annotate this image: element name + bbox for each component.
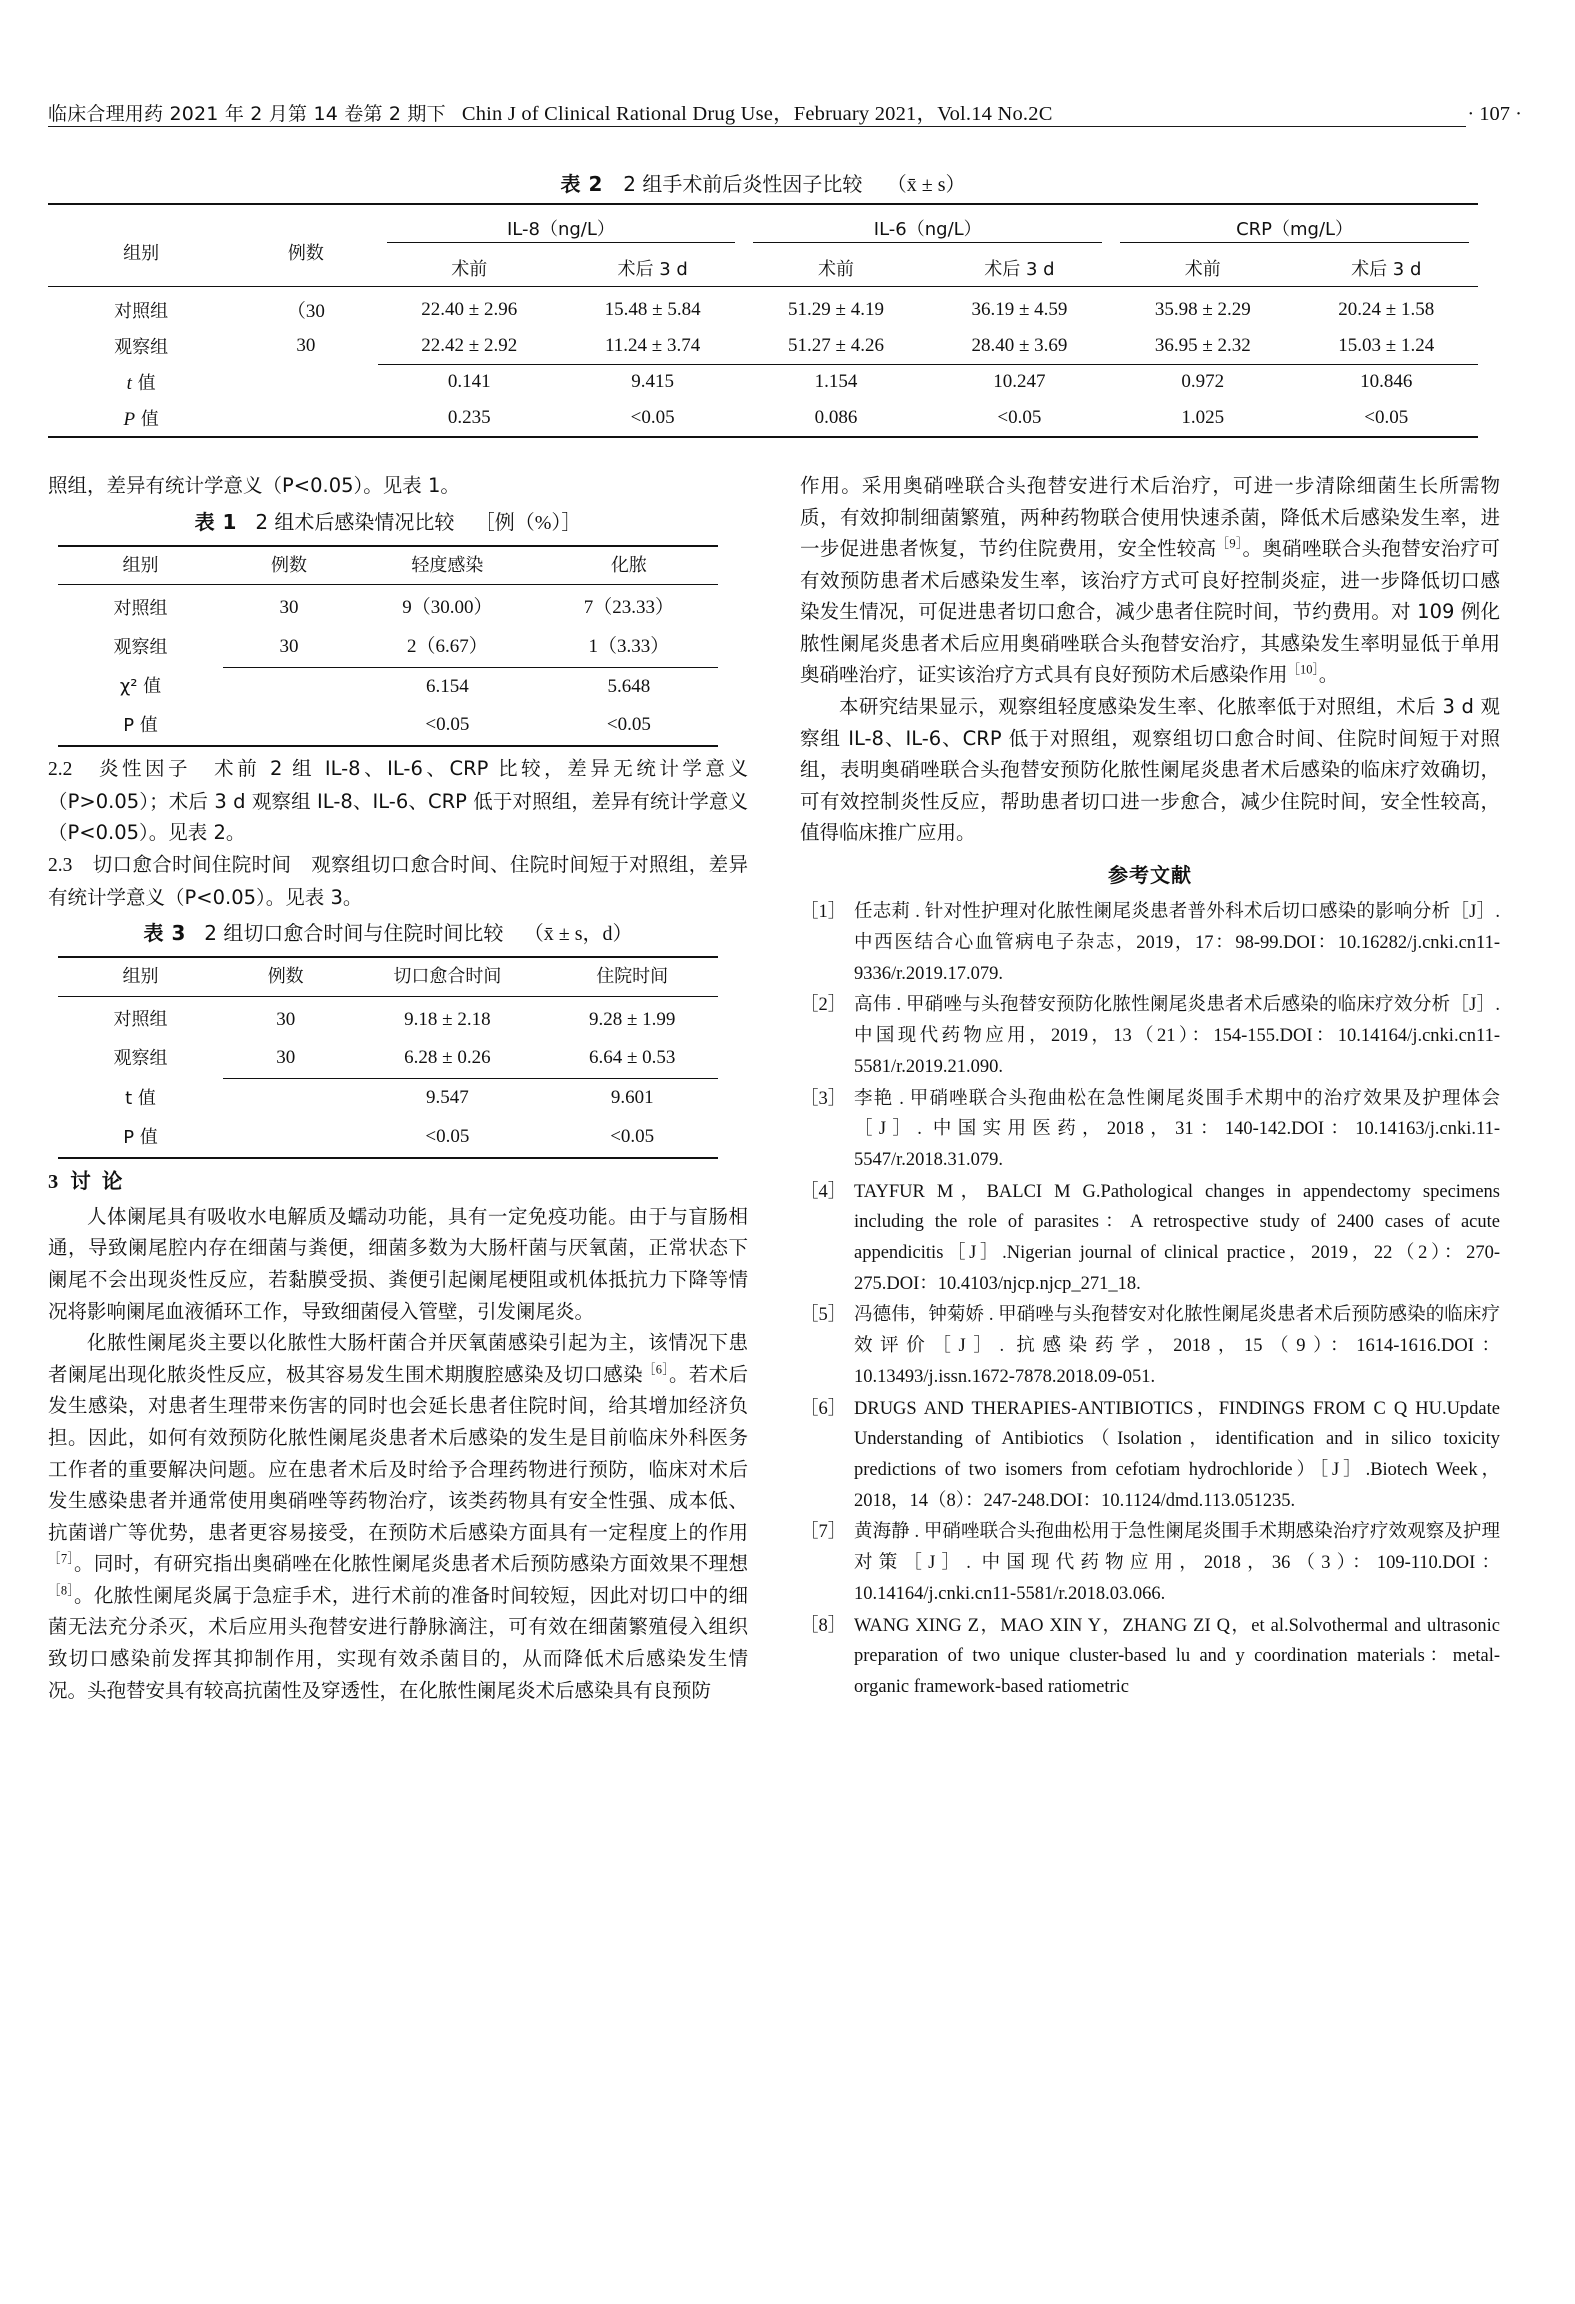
reference-1-text: 任志莉 . 针对性护理对化脓性阑尾炎患者普外科术后切口感染的影响分析［J］. 中西医结合心血管病电子杂志，2019，17：98-99.DOI：10.16282/j.cnki.cn11-9336/r.2019.17.079. — [854, 902, 1500, 984]
table-2-group-crp-label: CRP（mg/L） — [1236, 219, 1354, 240]
table-2-stat-1-cell-3: <0.05 — [997, 407, 1042, 428]
table-3 — [58, 956, 718, 1158]
table-2-stat-0-cell-1: 9.415 — [561, 364, 744, 400]
reference-8-number: ［8］ — [800, 1615, 847, 1636]
table-2-stat-1-word: 值 — [135, 409, 159, 430]
discussion-p2-part-d: 。化脓性阑尾炎属于急症手术，进行术前的准备时间较短，因此对切口中的细菌无法充分杀灭，术后应用头孢替安进行静脉滴注，可有效在细菌繁殖侵入组织致切口感染前发挥其抑制作用，实现有效杀菌目的，从而降低术后感染发生情况。头孢替安具有较高抗菌性及穿透性，在化脓性阑尾炎术后感染具有良预防 — [48, 1583, 748, 1702]
table-1-row-1-label: 观察组 — [113, 636, 168, 658]
reference-2-number: ［2］ — [800, 995, 847, 1016]
table-2-row-0-cell-1: 15.48 ± 5.84 — [604, 298, 701, 320]
table-2-stat-0-cell-4: 0.972 — [1111, 364, 1294, 400]
table-2-row-0-cell-0: 22.40 ± 2.96 — [421, 298, 518, 320]
list-item — [800, 1611, 1500, 1703]
table-2-group-il8-label: IL-8（ng/L） — [506, 219, 615, 240]
table-2-row-0-label: 对照组 — [114, 300, 169, 322]
table-1-row-1-cell-0: 30 — [279, 635, 299, 657]
section-2-3-paragraph — [48, 849, 748, 913]
table-2-stat-1-cell-1: <0.05 — [630, 407, 675, 428]
discussion-p2-part-c: 。同时，有研究指出奥硝唑在化脓性阑尾炎患者术后预防感染方面效果不理想 — [74, 1552, 748, 1576]
table-2-row-1-cell-1: 11.24 ± 3.74 — [605, 334, 701, 356]
table-row — [58, 667, 718, 706]
table-1-row-0-cell-0: 30 — [279, 597, 299, 619]
table-1-stat-1-label: P 值 — [123, 715, 158, 737]
running-head-rule — [48, 126, 1466, 127]
citation-9: ［9］ — [1216, 536, 1243, 551]
table-3-stat-1-cell-0 — [223, 1118, 348, 1158]
table-2-row-1-cell-0: 22.42 ± 2.92 — [421, 334, 518, 356]
discussion-p2-part-b: 。若术后发生感染，对患者生理带来伤害的同时也会延长患者住院时间，给其增加经济负担。因此，如何有效预防化脓性阑尾炎患者术后感染的发生是目前临床外科医务工作者的重要解决问题。应在患者术后及时给予合理药物进行预防，临床对术后发生感染患者并通常使用奥硝唑等药物治疗，该类药物具有安全性强、成本低、抗菌谱广等优势，患者更容易接受，在预防术后感染方面具有一定程度上的作用 — [48, 1362, 748, 1544]
reference-7-number: ［7］ — [800, 1522, 847, 1543]
reference-1-number: ［1］ — [800, 902, 847, 923]
section-2-3-title: 切口愈合时间住院时间 — [92, 852, 292, 876]
references-list — [800, 897, 1500, 1702]
table-3-row-1-cell-1: 6.28 ± 0.26 — [404, 1047, 491, 1069]
table-3-row-1-cell-0: 30 — [276, 1047, 296, 1069]
table-2-sub-il6-pre: 术前 — [818, 259, 855, 280]
running-head-en: Chin J of Clinical Rational Drug Use，February 2021，Vol.14 No.2C — [461, 103, 1053, 125]
table-1-caption — [58, 506, 718, 539]
section-2-2-paragraph — [48, 753, 748, 849]
reference-6-text: DRUGS AND THERAPIES-ANTIBIOTICS，FINDINGS FROM C Q HU.Update Understanding of Antibiotics（Isolation，identification and in silico toxicity predictions of two isomers from cefotiam hydrochloride）［J］.Biotech Week，2018，14（8）：247-248.DOI：10.1124/dmd.113.051235. — [854, 1398, 1500, 1511]
table-2-header-row-1 — [48, 204, 1478, 250]
reference-6-number: ［6］ — [800, 1398, 847, 1419]
table-2 — [48, 203, 1478, 438]
discussion-p2-part-a: 化脓性阑尾炎主要以化脓性大肠杆菌合并厌氧菌感染引起为主，该情况下患者阑尾出现化脓炎性反应，极其容易发生围术期腹腔感染及切口感染 — [48, 1331, 748, 1386]
reference-4-number: ［4］ — [800, 1181, 847, 1202]
table-1-header-0: 组别 — [122, 554, 159, 576]
list-item — [800, 1517, 1500, 1609]
table-1-stat-0-label: χ² 值 — [119, 676, 162, 698]
table-2-stat-1-symbol: P — [123, 409, 136, 430]
table-3-header-2: 切口愈合时间 — [393, 966, 502, 988]
table-row — [48, 364, 1478, 400]
section-2-2-title: 炎性因子 — [98, 757, 192, 781]
table-3-stat-1-label: P 值 — [123, 1126, 158, 1148]
table-2-caption — [48, 168, 1478, 197]
table-1-row-1-cell-1: 2（6.67） — [407, 635, 488, 657]
table-2-stat-0-cell-5: 10.846 — [1295, 364, 1479, 400]
table-1-block — [58, 506, 718, 748]
right-p1-part-a: 作用。采用奥硝唑联合头孢替安进行术后治疗，可进一步清除细菌生长所需物质，有效抑制细菌繁殖，两种药物联合使用快速杀菌，降低术后感染发生率，进一步促进患者恢复，节约住院费用，安全性较高 — [800, 474, 1500, 561]
table-3-row-1-cell-2: 6.64 ± 0.53 — [588, 1047, 676, 1069]
table-3-number: 表 3 — [143, 921, 186, 946]
table-row — [58, 1039, 718, 1078]
page-number: · 107 · — [1467, 103, 1522, 125]
running-head-cn: 临床合理用药 2021 年 2 月第 14 卷第 2 期下 — [48, 103, 446, 125]
table-1-header-3: 化脓 — [610, 554, 647, 576]
table-3-header-0: 组别 — [122, 966, 159, 988]
section-3-number: 3 — [48, 1170, 61, 1193]
running-head-text — [48, 96, 1053, 126]
references-heading: 参考文献 — [1108, 862, 1192, 887]
left-column — [48, 470, 748, 1706]
table-1-stat-0-cell-1: 6.154 — [355, 667, 540, 706]
table-row — [58, 706, 718, 746]
table-1-stat-1-cell-0 — [223, 706, 355, 746]
table-1-row-0-label: 对照组 — [113, 597, 168, 619]
table-2-group-crp — [1111, 204, 1478, 250]
table-2-stat-0-n — [234, 364, 377, 400]
table-2-col-n: 例数 — [287, 243, 324, 264]
citation-7: ［7］ — [48, 1551, 74, 1566]
right-p1-part-b: 。奥硝唑联合头孢替安治疗可有效预防患者术后感染发生率，该治疗方式可良好控制炎症，进一步降低切口感染发生情况，可促进患者切口愈合，减少患者住院时间，节约费用。对 109 例化脓性阑尾炎患者术后应用奥硝唑联合头孢替安治疗，其感染发生率明显低于单用奥硝唑治疗，证实该治疗方式具有良好预防术后感染作用 — [800, 537, 1500, 687]
list-item — [800, 1177, 1500, 1300]
table-2-stat-0-cell-3: 10.247 — [928, 364, 1111, 400]
table-2-row-1-cell-2: 51.27 ± 4.26 — [788, 334, 884, 356]
table-3-header-3: 住院时间 — [596, 966, 669, 988]
table-2-stat-1-label — [48, 400, 234, 437]
right-p1-part-c: 。 — [1318, 663, 1339, 687]
conclusion-paragraph: 本研究结果显示，观察组轻度感染发生率、化脓率低于对照组，术后 3 d 观察组 IL-8、IL-6、CRP 低于对照组，观察组切口愈合时间、住院时间短于对照组，表明奥硝唑联合头孢替安预防化脓性阑尾炎患者术后感染的临床疗效确切，可有效控制炎性反应，帮助患者切口进一步愈合，减少住院时间，安全性较高，值得临床推广应用。 — [800, 695, 1500, 845]
discussion-paragraph-3 — [800, 470, 1500, 691]
list-item — [800, 1394, 1500, 1517]
list-item — [800, 990, 1500, 1082]
table-2-group-il8 — [378, 204, 745, 250]
table-1-header-2: 轻度感染 — [411, 554, 484, 576]
table-2-group-il6 — [744, 204, 1111, 250]
reference-3-text: 李艳 . 甲硝唑联合头孢曲松在急性阑尾炎围手术期中的治疗效果及护理体会［J］. 中国实用医药，2018，31：140-142.DOI：10.14163/j.cnki.11-5547/r.2018.31.079. — [854, 1088, 1500, 1170]
table-3-header-row — [58, 957, 718, 996]
table-3-stat-1-cell-1: <0.05 — [425, 1125, 470, 1147]
table-2-stat-0-cell-0: 0.141 — [378, 364, 561, 400]
table-1 — [58, 545, 718, 747]
discussion-paragraph-1: 人体阑尾具有吸收水电解质及蠕动功能，具有一定免疫功能。由于与盲肠相通，导致阑尾腔内存在细菌与粪便，细菌多数为大肠杆菌与厌氧菌，正常状态下阑尾不会出现炎性反应，若黏膜受损、粪便引起阑尾梗阻或机体抵抗力下降等情况将影响阑尾血液循环工作，导致细菌侵入管壁，引发阑尾炎。 — [48, 1204, 748, 1323]
table-2-group-il6-label: IL-6（ng/L） — [873, 219, 982, 240]
table-2-group-crp-rule — [1120, 242, 1469, 243]
table-2-sub-il8-post: 术后 3 d — [617, 259, 688, 280]
table-1-number: 表 1 — [194, 509, 237, 534]
reference-5-text: 冯德伟，钟菊娇 . 甲硝唑与头孢替安对化脓性阑尾炎患者术后预防感染的临床疗效评价［J］. 抗感染药学，2018，15（9）：1614-1616.DOI：10.13493/j.issn.1672-7878.2018.09-051. — [854, 1305, 1500, 1387]
reference-5-number: ［5］ — [800, 1305, 847, 1326]
table-1-stat-1-cell-2: <0.05 — [606, 714, 651, 736]
table-1-row-1-cell-2: 1（3.33） — [588, 635, 670, 657]
table-2-stat-1-cell-4: 1.025 — [1181, 407, 1225, 428]
table-2-row-1-cell-4: 36.95 ± 2.32 — [1154, 334, 1251, 356]
table-2-group-il6-rule — [753, 242, 1102, 243]
table-2-stat-0-symbol: t — [126, 373, 132, 394]
table-2-row-0-n: （30 — [286, 301, 325, 322]
table-3-row-0-label: 对照组 — [113, 1009, 168, 1031]
section-3-title: 讨 论 — [70, 1168, 125, 1193]
table-2-row-1-label: 观察组 — [114, 337, 169, 358]
table-2-stat-0-word: 值 — [131, 373, 156, 394]
table-3-stat-0-cell-2: 9.601 — [546, 1079, 718, 1118]
reference-7-text: 黄海静 . 甲硝唑联合头孢曲松用于急性阑尾炎围手术期感染治疗疗效观察及护理对策［J］. 中国现代药物应用，2018，36（3）：109-110.DOI：10.14164/j.cnki.cn11-5581/r.2018.03.066. — [854, 1522, 1500, 1604]
table-3-row-1-label: 观察组 — [113, 1048, 168, 1070]
table-row — [48, 287, 1478, 329]
reference-2-text: 高伟 . 甲硝唑与头孢替安预防化脓性阑尾炎患者术后感染的临床疗效分析［J］. 中国现代药物应用，2019，13（21）：154-155.DOI：10.14164/j.cnki.cn11-5581/r.2019.21.090. — [854, 995, 1500, 1077]
discussion-paragraph-2 — [48, 1327, 748, 1706]
table-3-block — [58, 917, 718, 1159]
section-3-heading — [48, 1165, 748, 1199]
table-2-row-0-cell-3: 36.19 ± 4.59 — [971, 298, 1068, 320]
table-3-stat-0-label: t 值 — [125, 1087, 156, 1109]
table-row — [58, 585, 718, 628]
table-3-stat-0-cell-0 — [223, 1079, 348, 1118]
table-3-caption — [58, 917, 718, 950]
table-3-row-0-cell-2: 9.28 ± 1.99 — [588, 1008, 676, 1030]
section-2-2-body: 术前 2 组 IL-8、IL-6、CRP 比较，差异无统计学意义（P>0.05）；术后 3 d 观察组 IL-8、IL-6、CRP 低于对照组，差异有统计学意义（P<0.05）。见表 2。 — [48, 757, 748, 845]
citation-10: ［10］ — [1287, 662, 1319, 677]
list-item — [800, 1084, 1500, 1176]
citation-8: ［8］ — [48, 1583, 74, 1598]
section-2-3-number: 2.3 — [48, 854, 73, 876]
list-item — [800, 897, 1500, 989]
table-1-row-0-cell-1: 9（30.00） — [402, 597, 493, 619]
table-1-stat-0-cell-2: 5.648 — [540, 667, 718, 706]
table-row — [58, 1118, 718, 1158]
table-2-sub-crp-pre: 术前 — [1184, 259, 1221, 280]
table-row — [48, 328, 1478, 364]
table-2-col-group: 组别 — [123, 243, 160, 264]
citation-6: ［6］ — [642, 1362, 669, 1377]
section-2-3-body: 观察组切口愈合时间、住院时间短于对照组，差异有统计学意义（P<0.05）。见表 3。 — [48, 852, 748, 909]
running-head — [48, 96, 1528, 126]
table-2-block — [48, 168, 1478, 438]
table-3-stat-1-cell-2: <0.05 — [610, 1125, 655, 1147]
table-row — [58, 1079, 718, 1118]
table-2-row-1-cell-5: 15.03 ± 1.24 — [1338, 334, 1435, 356]
reference-3-number: ［3］ — [800, 1088, 847, 1109]
table-2-row-1-cell-3: 28.40 ± 3.69 — [971, 334, 1068, 356]
left-continuation-paragraph: 照组，差异有统计学意义（P<0.05）。见表 1。 — [48, 474, 460, 497]
table-3-caption-text: 2 组切口愈合时间与住院时间比较 — [204, 921, 504, 946]
table-2-stat-0-label — [48, 364, 234, 400]
table-2-sub-il6-post: 术后 3 d — [984, 259, 1055, 280]
table-2-sub-crp-post: 术后 3 d — [1351, 259, 1422, 280]
table-row — [58, 996, 718, 1039]
table-3-caption-unit: （x̄ ± s，d） — [523, 923, 633, 946]
table-2-caption-text: 2 组手术前后炎性因子比较 — [623, 172, 863, 196]
table-1-row-0-cell-2: 7（23.33） — [583, 597, 675, 619]
table-1-caption-text: 2 组术后感染情况比较 — [255, 509, 455, 534]
table-2-row-1-n: 30 — [296, 335, 316, 356]
table-2-number: 表 2 — [560, 172, 603, 196]
table-2-row-0-cell-5: 20.24 ± 1.58 — [1338, 298, 1435, 320]
table-2-stat-1-cell-5: <0.05 — [1364, 407, 1409, 428]
right-column — [800, 470, 1500, 1704]
reference-8-text: WANG XING Z，MAO XIN Y，ZHANG ZI Q，et al.Solvothermal and ultrasonic preparation of two unique cluster-based lu and y coordination materials：metal-organic framework-based ratiometric — [854, 1615, 1500, 1697]
table-2-row-0-cell-4: 35.98 ± 2.29 — [1154, 298, 1251, 320]
table-row — [48, 400, 1478, 437]
table-1-stat-0-cell-0 — [223, 667, 355, 706]
table-1-header-1: 例数 — [271, 554, 307, 576]
table-1-header-row — [58, 546, 718, 585]
table-3-header-1: 例数 — [267, 966, 304, 988]
table-3-row-0-cell-1: 9.18 ± 2.18 — [404, 1008, 491, 1030]
table-row — [58, 628, 718, 667]
reference-4-text: TAYFUR M，BALCI M G.Pathological changes in appendectomy specimens including the role of parasites：A retrospective study of 2400 cases of acute appendicitis［J］.Nigerian journal of clinical practice，2019，22（2）：270-275.DOI：10.4103/njcp.njcp_271_18. — [854, 1181, 1500, 1294]
table-2-stat-0-cell-2: 1.154 — [744, 364, 927, 400]
table-2-caption-unit: （x̄ ± s） — [886, 174, 966, 196]
table-2-group-il8-rule — [387, 242, 736, 243]
table-2-stat-1-cell-0: 0.235 — [447, 407, 491, 428]
section-2-2-number: 2.2 — [48, 759, 73, 781]
table-3-stat-0-cell-1: 9.547 — [348, 1079, 546, 1118]
table-1-stat-1-cell-1: <0.05 — [425, 714, 470, 736]
table-2-stat-1-n — [234, 400, 377, 437]
table-3-row-0-cell-0: 30 — [276, 1008, 296, 1030]
table-2-sub-il8-pre: 术前 — [451, 259, 488, 280]
list-item — [800, 1300, 1500, 1392]
table-2-row-0-cell-2: 51.29 ± 4.19 — [788, 298, 884, 320]
table-1-caption-unit: ［例（%）］ — [474, 511, 582, 534]
table-2-stat-1-cell-2: 0.086 — [814, 407, 858, 428]
